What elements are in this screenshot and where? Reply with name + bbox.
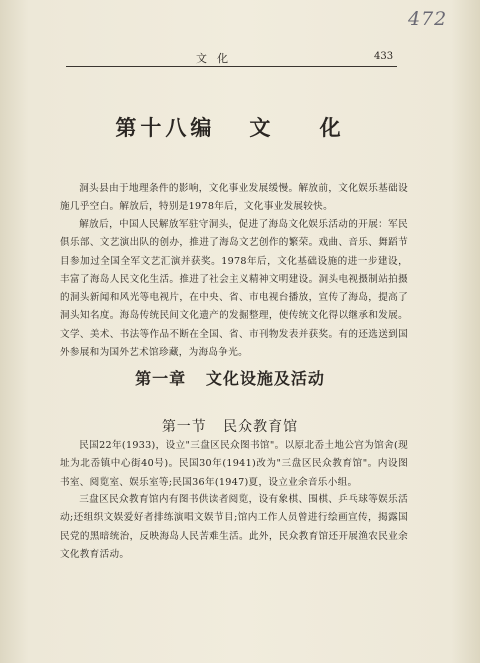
section-paragraph-2: 三盘区民众教育馆内有图书供读者阅览，设有象棋、围棋、乒乓球等娱乐活动;还组织文娱爱好者排练演唱文娱节目;馆内工作人员曾进行绘画宣传，揭露国民党的黑暗统治，反映海岛人民苦难生活。此外，民众教育馆还开展渔农民业余文化教育活动。 bbox=[60, 494, 408, 560]
intro-paragraph-2: 解放后，中国人民解放军驻守洞头，促进了海岛文化娱乐活动的开展：军民俱乐部、文艺演出队的创办，推进了海岛文艺创作的繁荣。戏曲、音乐、舞蹈节目参加过全国全军文艺汇演并获奖。1978年后，文化基础设施的进一步建设，丰富了海岛人民文化生活。推进了社会主义精神文明建设。洞头电视摄制站拍摄的洞头新闻和风光等电视片，在中央、省、市电视台播放，宣传了海岛，提高了洞头知名度。海岛传统民间文化遗产的发掘整理，使传统文化得以继承和发展。文学、美术、书法等作品不断在全国、省、市刊物发表并获奖。有的还选送到国外参展和为国外艺术馆珍藏，为海岛争光。 bbox=[60, 219, 408, 359]
intro-paragraph-1: 洞头县由于地理条件的影响，文化事业发展缓慢。解放前，文化娱乐基础设施几乎空白。解放后，特别是1978年后，文化事业发展较快。 bbox=[60, 183, 408, 213]
handwritten-page-number: 472 bbox=[408, 8, 448, 30]
running-head-title: 文化 bbox=[196, 52, 238, 65]
header-rule bbox=[66, 66, 397, 67]
running-head-page-number: 433 bbox=[374, 51, 394, 62]
section-paragraph-1: 民国22年(1933)，设立"三盘区民众图书馆"。以原北岙土地公宫为馆舍(现址为北岙镇中心街40号)。民国30年(1941)改为"三盘区民众教育馆"。内设图书室、阅览室、娱乐室等;民国36年(1947)夏，设立业余音乐小组。 bbox=[60, 440, 408, 488]
chapter-title: 第一章 文化设施及活动 bbox=[135, 369, 325, 388]
part-title: 第十八编 文 化 bbox=[115, 115, 345, 140]
section-title: 第一节 民众教育馆 bbox=[161, 419, 299, 435]
